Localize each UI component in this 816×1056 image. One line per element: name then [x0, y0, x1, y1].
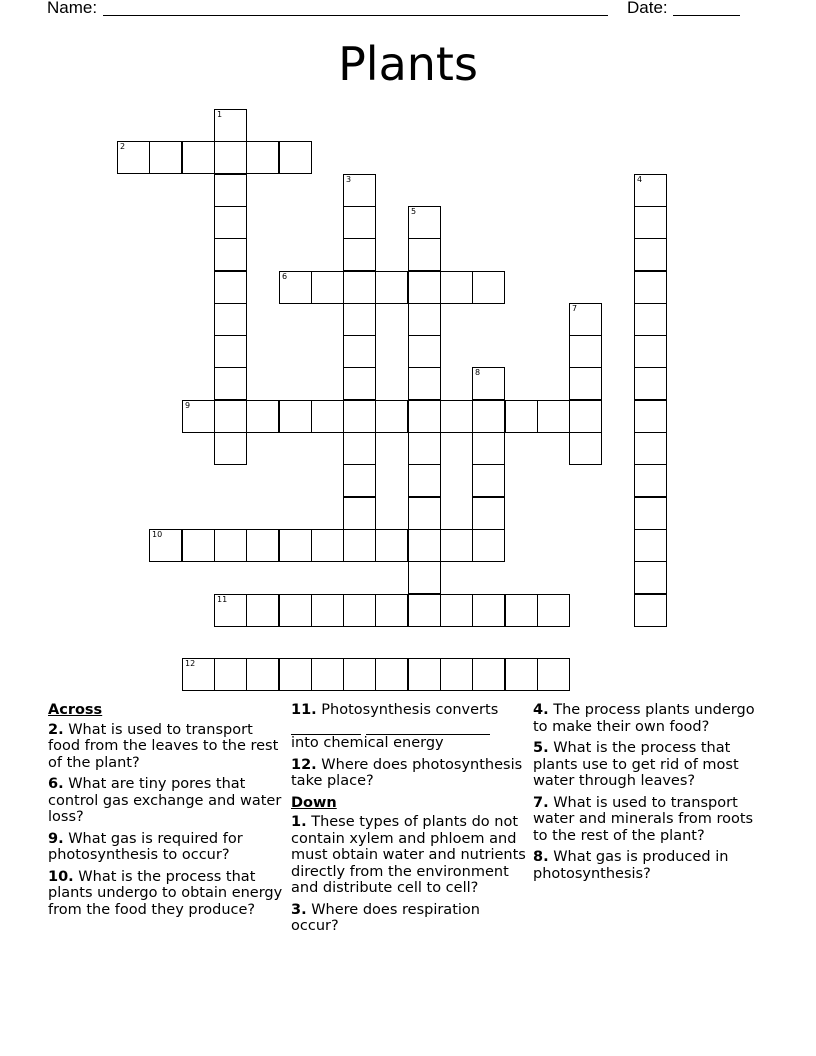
crossword-cell[interactable] — [343, 238, 376, 271]
crossword-cell[interactable] — [505, 658, 538, 691]
crossword-cell[interactable] — [311, 400, 344, 433]
crossword-cell[interactable] — [472, 400, 505, 433]
crossword-cell[interactable] — [569, 303, 602, 336]
clues-column-3 — [533, 702, 769, 887]
crossword-cell[interactable] — [214, 367, 247, 400]
clue-text: What is used to transport water and minerals from roots to the rest of the plant? — [533, 794, 754, 844]
crossword-cell[interactable] — [343, 497, 376, 530]
across-clue — [291, 702, 527, 752]
crossword-cell[interactable] — [408, 561, 441, 594]
crossword-cell[interactable] — [214, 109, 247, 142]
crossword-cell[interactable] — [246, 529, 279, 562]
crossword-cell[interactable] — [182, 141, 215, 174]
crossword-cell[interactable] — [440, 658, 473, 691]
crossword-cell[interactable] — [214, 335, 247, 368]
crossword-cell[interactable] — [343, 464, 376, 497]
clues-column-1 — [48, 702, 284, 923]
crossword-cell[interactable] — [472, 594, 505, 627]
crossword-cell[interactable] — [408, 529, 441, 562]
clue-text: What are tiny pores that control gas exchange and water loss? — [48, 776, 282, 825]
clue-number: 1. — [291, 814, 307, 830]
crossword-cell[interactable] — [408, 303, 441, 336]
clue-number-label: 5 — [411, 207, 417, 216]
clue-number: 3. — [291, 901, 307, 918]
clue-number: 4. — [533, 702, 549, 718]
crossword-cell[interactable] — [569, 400, 602, 433]
crossword-cell[interactable] — [214, 529, 247, 562]
crossword-cell[interactable] — [343, 335, 376, 368]
clue-text: These types of plants do not contain xylem and phloem and must obtain water and nutrients directly from the environment and distribute cell to cell? — [291, 814, 526, 896]
name-label: Name: — [47, 0, 98, 17]
crossword-cell[interactable] — [375, 271, 408, 304]
crossword-cell[interactable] — [634, 594, 667, 627]
down-clue — [533, 740, 769, 790]
crossword-cell[interactable] — [343, 594, 376, 627]
crossword-cell[interactable] — [408, 271, 441, 304]
crossword-cell[interactable] — [375, 400, 408, 433]
clue-number-label: 12 — [185, 659, 196, 668]
crossword-cell[interactable] — [634, 432, 667, 465]
clue-number: 9. — [48, 830, 64, 847]
crossword-cell[interactable] — [343, 206, 376, 239]
crossword-cell[interactable] — [634, 271, 667, 304]
crossword-cell[interactable] — [634, 335, 667, 368]
crossword-cell[interactable] — [182, 529, 215, 562]
crossword-cell[interactable] — [634, 561, 667, 594]
clue-number-label: 3 — [346, 175, 352, 184]
crossword-cell[interactable] — [472, 658, 505, 691]
crossword-cell[interactable] — [634, 238, 667, 271]
crossword-cell[interactable] — [182, 658, 215, 691]
clue-number: 8. — [533, 849, 549, 865]
crossword-cell[interactable] — [408, 497, 441, 530]
crossword-cell[interactable] — [440, 271, 473, 304]
clue-text: into chemical energy — [291, 735, 444, 751]
crossword-cell[interactable] — [634, 206, 667, 239]
crossword-cell[interactable] — [408, 335, 441, 368]
crossword-cell[interactable] — [440, 594, 473, 627]
crossword-cell[interactable] — [472, 367, 505, 400]
crossword-cell[interactable] — [343, 529, 376, 562]
crossword-cell[interactable] — [634, 529, 667, 562]
crossword-cell[interactable] — [214, 271, 247, 304]
crossword-cell[interactable] — [569, 432, 602, 465]
crossword-cell[interactable] — [279, 271, 312, 304]
crossword-cell[interactable] — [375, 594, 408, 627]
crossword-cell[interactable] — [569, 367, 602, 400]
crossword-cell[interactable] — [569, 335, 602, 368]
crossword-cell[interactable] — [408, 238, 441, 271]
crossword-cell[interactable] — [440, 529, 473, 562]
down-clue — [533, 849, 769, 882]
crossword-cell[interactable] — [408, 464, 441, 497]
clue-number-label: 1 — [217, 110, 223, 119]
clues-column-2 — [291, 702, 527, 940]
crossword-cell[interactable] — [117, 141, 150, 174]
crossword-cell[interactable] — [311, 529, 344, 562]
clue-number: 12. — [291, 756, 317, 773]
crossword-cell[interactable] — [537, 594, 570, 627]
clue-number-label: 6 — [282, 272, 288, 281]
crossword-cell[interactable] — [343, 174, 376, 207]
crossword-cell[interactable] — [343, 432, 376, 465]
clue-number: 5. — [533, 740, 549, 756]
crossword-cell[interactable] — [634, 303, 667, 336]
crossword-cell[interactable] — [214, 174, 247, 207]
crossword-cell[interactable] — [408, 206, 441, 239]
crossword-cell[interactable] — [214, 658, 247, 691]
crossword-cell[interactable] — [279, 400, 312, 433]
crossword-cell[interactable] — [311, 594, 344, 627]
clue-number: 10. — [48, 868, 74, 885]
crossword-cell[interactable] — [408, 400, 441, 433]
down-clue — [291, 814, 527, 897]
crossword-cell[interactable] — [634, 497, 667, 530]
crossword-cell[interactable] — [149, 141, 182, 174]
crossword-cell[interactable] — [279, 594, 312, 627]
date-label: Date: — [627, 0, 668, 17]
clue-number-label: 8 — [475, 368, 481, 377]
crossword-cell[interactable] — [375, 658, 408, 691]
crossword-cell[interactable] — [214, 400, 247, 433]
clue-number-label: 11 — [217, 595, 228, 604]
clue-text: Where does respiration occur? — [291, 901, 480, 934]
crossword-cell[interactable] — [634, 174, 667, 207]
across-clue — [48, 869, 284, 919]
across-clue — [48, 776, 284, 826]
crossword-cell[interactable] — [408, 432, 441, 465]
clue-number: 7. — [533, 794, 549, 811]
crossword-cell[interactable] — [279, 658, 312, 691]
crossword-cell[interactable] — [537, 400, 570, 433]
down-heading: Down — [291, 794, 337, 811]
crossword-cell[interactable] — [311, 658, 344, 691]
crossword-cell[interactable] — [472, 529, 505, 562]
page-title: Plants — [338, 37, 478, 91]
answer-blank — [366, 720, 490, 735]
crossword-cell[interactable] — [408, 658, 441, 691]
crossword-cell[interactable] — [505, 400, 538, 433]
crossword-cell[interactable] — [214, 141, 247, 174]
crossword-cell[interactable] — [343, 303, 376, 336]
crossword-cell[interactable] — [472, 432, 505, 465]
clue-text: What gas is produced in photosynthesis? — [533, 849, 729, 882]
crossword-cell[interactable] — [279, 141, 312, 174]
crossword-cell[interactable] — [537, 658, 570, 691]
clue-text: Photosynthesis converts — [321, 702, 499, 718]
crossword-cell[interactable] — [343, 658, 376, 691]
clue-number: 2. — [48, 721, 64, 738]
down-clue — [533, 795, 769, 845]
clue-number-label: 4 — [637, 175, 643, 184]
down-clue — [291, 902, 527, 935]
across-heading: Across — [48, 702, 103, 718]
across-clue — [48, 831, 284, 864]
crossword-cell[interactable] — [440, 400, 473, 433]
crossword-cell[interactable] — [505, 594, 538, 627]
clue-text: What is used to transport food from the leaves to the rest of the plant? — [48, 721, 279, 771]
clue-number: 11. — [291, 702, 317, 718]
crossword-cell[interactable] — [182, 400, 215, 433]
crossword-cell[interactable] — [246, 658, 279, 691]
across-clue — [48, 722, 284, 772]
clue-text: What is the process that plants undergo to obtain energy from the food they produce? — [48, 868, 283, 918]
clue-number-label: 2 — [120, 142, 126, 151]
crossword-cell[interactable] — [246, 594, 279, 627]
crossword-cell[interactable] — [214, 206, 247, 239]
crossword-cell[interactable] — [375, 529, 408, 562]
crossword-cell[interactable] — [343, 271, 376, 304]
crossword-cell[interactable] — [149, 529, 182, 562]
crossword-cell[interactable] — [214, 303, 247, 336]
crossword-cell[interactable] — [214, 432, 247, 465]
crossword-cell[interactable] — [472, 497, 505, 530]
clue-text: Where does photosynthesis take place? — [291, 756, 523, 789]
crossword-cell[interactable] — [472, 464, 505, 497]
answer-blank — [291, 720, 361, 735]
clue-text: The process plants undergo to make their own food? — [533, 702, 755, 735]
clue-number: 6. — [48, 776, 64, 792]
crossword-cell[interactable] — [634, 367, 667, 400]
crossword-cell[interactable] — [214, 238, 247, 271]
crossword-cell[interactable] — [472, 271, 505, 304]
crossword-cell[interactable] — [634, 464, 667, 497]
clue-number-label: 10 — [152, 530, 163, 539]
clue-number-label: 9 — [185, 401, 191, 410]
crossword-cell[interactable] — [311, 271, 344, 304]
crossword-cell[interactable] — [214, 594, 247, 627]
crossword-cell[interactable] — [343, 400, 376, 433]
crossword-cell[interactable] — [408, 594, 441, 627]
clue-text: What is the process that plants use to get rid of most water through leaves? — [533, 740, 739, 789]
crossword-cell[interactable] — [246, 400, 279, 433]
across-clue — [291, 757, 527, 790]
down-clue — [533, 702, 769, 735]
crossword-cell[interactable] — [246, 141, 279, 174]
clue-text: What gas is required for photosynthesis to occur? — [48, 830, 243, 863]
clue-number-label: 7 — [572, 304, 578, 313]
crossword-cell[interactable] — [408, 367, 441, 400]
crossword-cell[interactable] — [279, 529, 312, 562]
crossword-cell[interactable] — [343, 367, 376, 400]
crossword-cell[interactable] — [634, 400, 667, 433]
